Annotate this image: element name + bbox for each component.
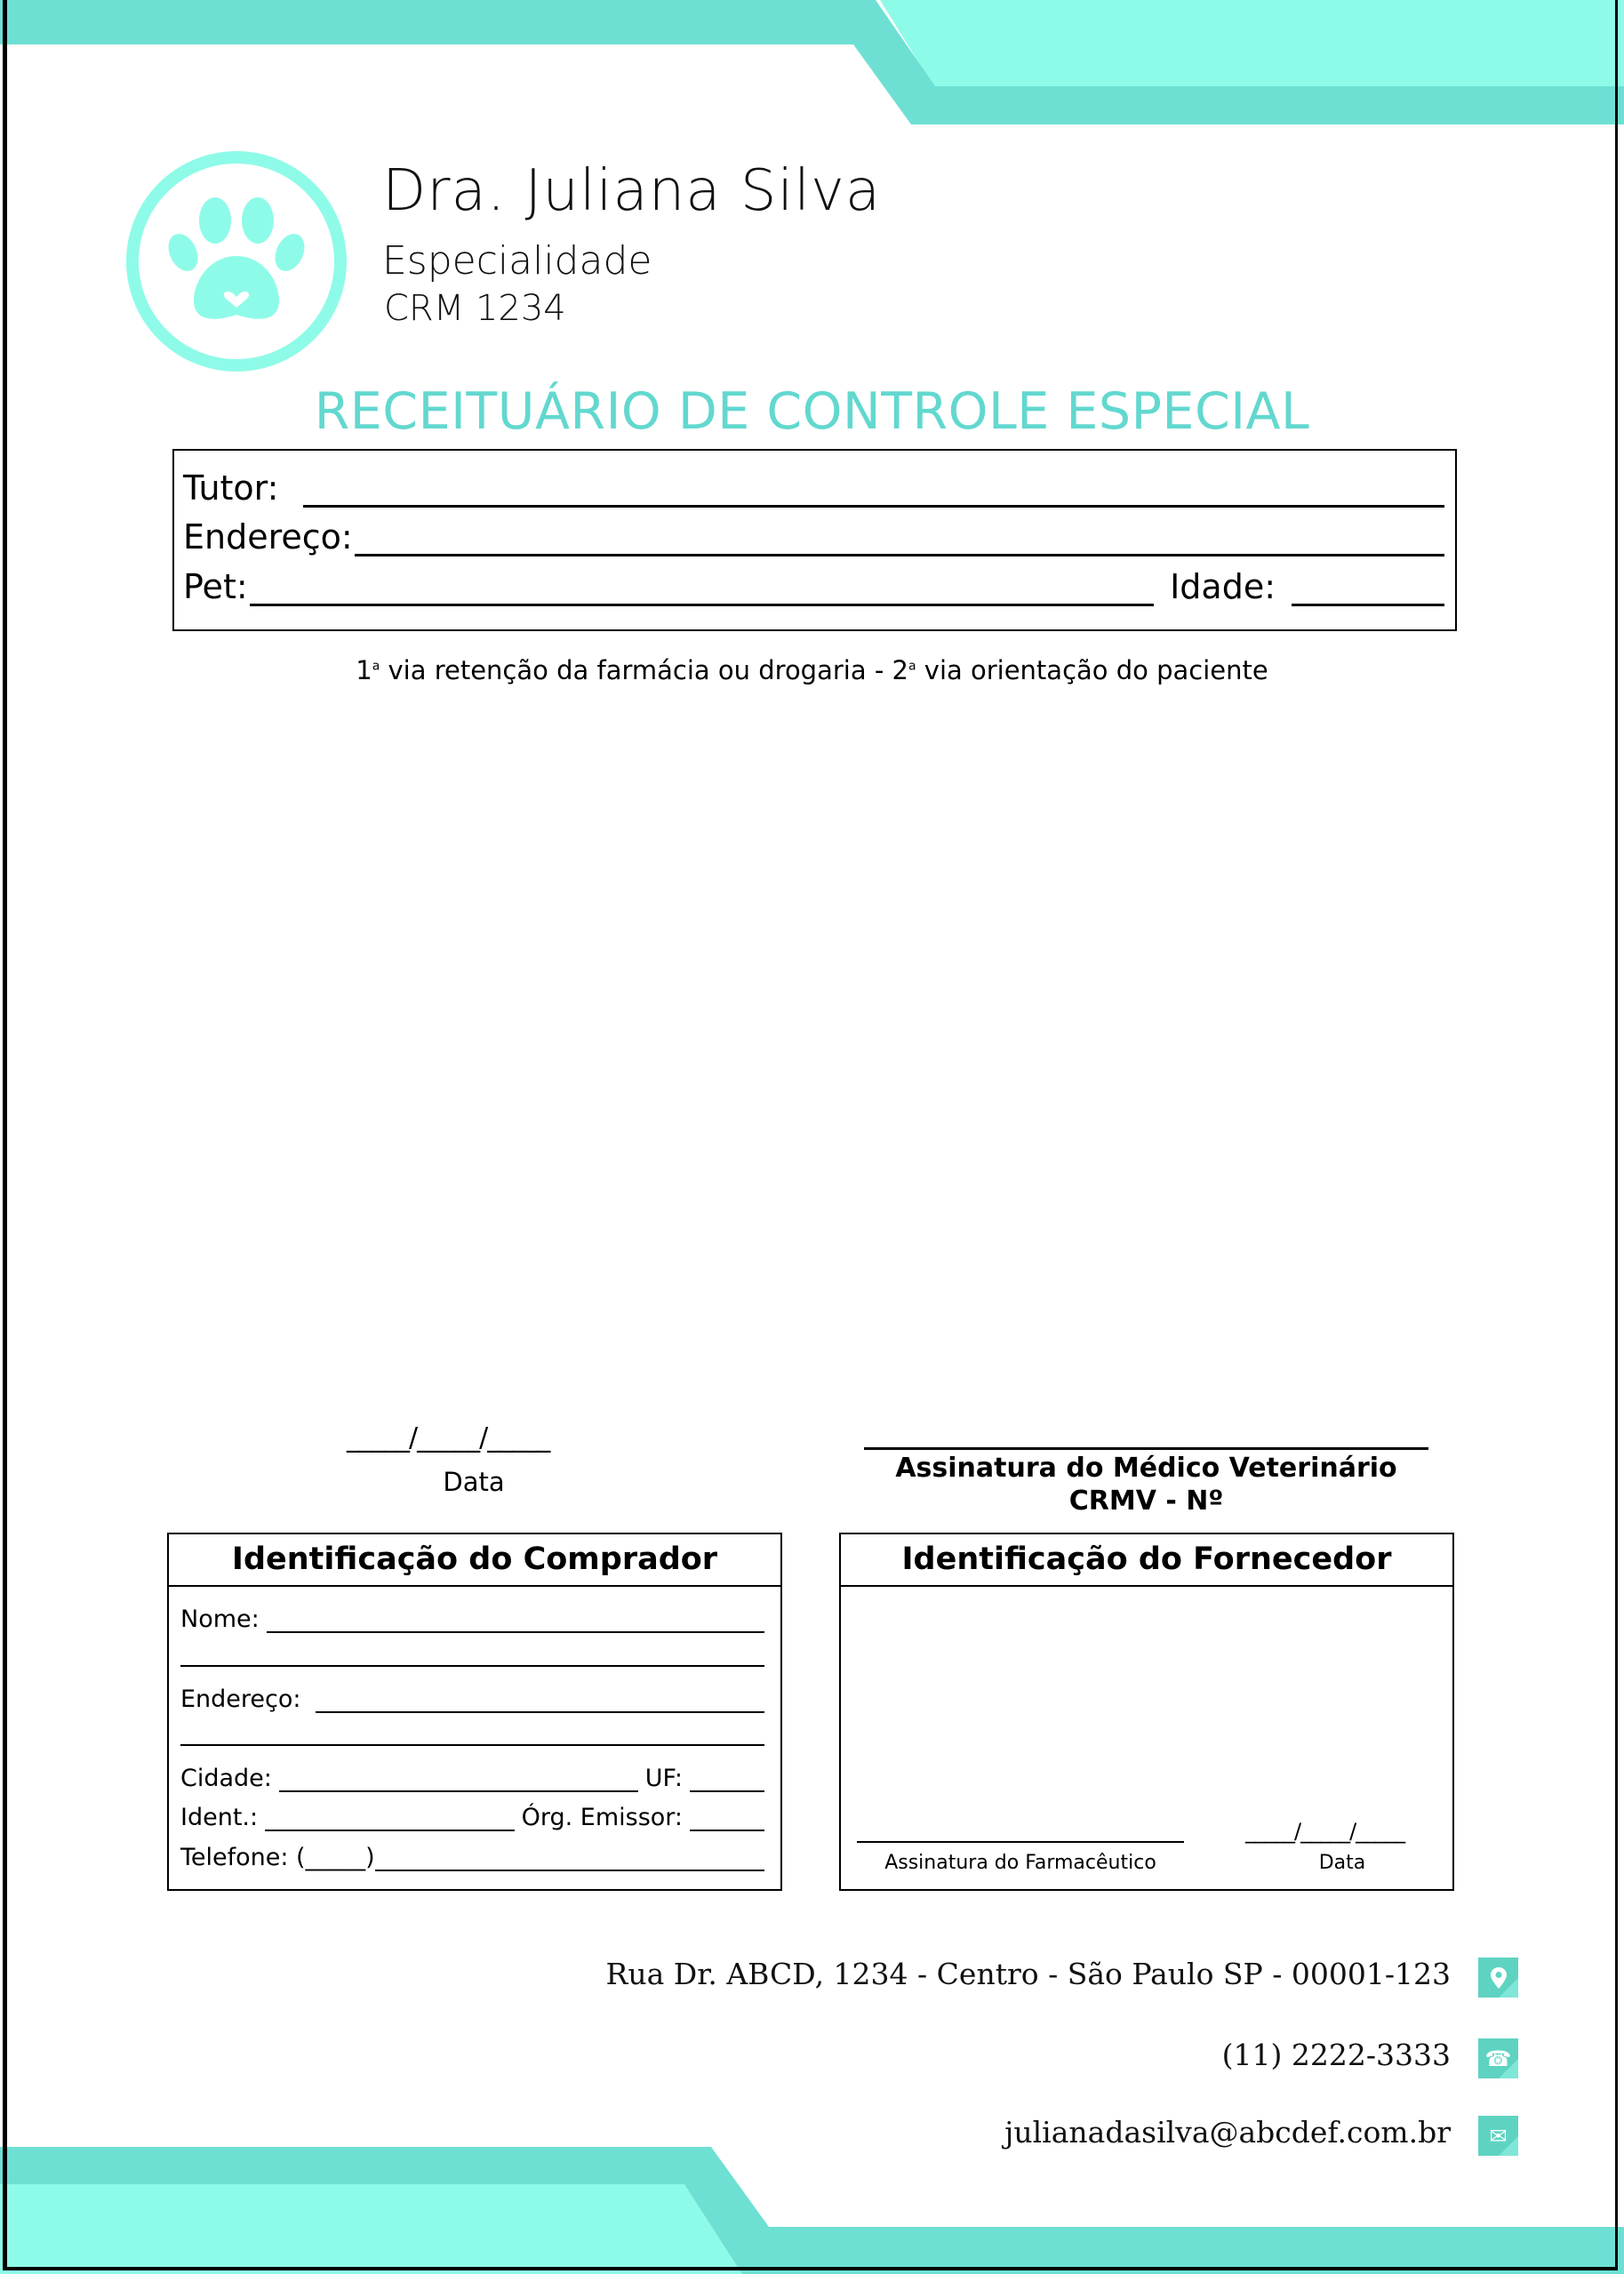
supplier-box [839,1533,1454,1891]
pet-field[interactable] [250,577,1154,606]
address-label: Endereço: [183,517,353,556]
buyer-box [167,1533,782,1891]
buyer-title: Identificação do Comprador [169,1534,780,1587]
copy-note [0,655,1624,685]
buyer-ident-field[interactable] [265,1810,514,1831]
supplier-title: Identificação do Fornecedor [841,1534,1452,1587]
buyer-issuer-label: Órg. Emissor: [521,1804,683,1831]
buyer-address-field-2[interactable] [180,1725,764,1746]
buyer-city-row [180,1765,764,1792]
vet-signature-line[interactable] [864,1447,1428,1450]
copy-note-sup: a [372,659,380,674]
tutor-field[interactable] [303,478,1444,508]
buyer-uf-label: UF: [644,1765,683,1792]
date-label: Data [443,1467,505,1497]
doctor-crm: CRM 1234 [384,288,566,329]
buyer-name-field-2[interactable] [180,1645,764,1667]
buyer-phone-field[interactable] [375,1850,764,1871]
buyer-address-field[interactable] [316,1692,764,1713]
paw-icon [123,148,350,375]
supplier-date-label: Data [1318,1852,1366,1874]
buyer-ident-label: Ident.: [180,1804,259,1831]
address-field[interactable] [355,527,1444,556]
pharmacist-signature-label: Assinatura do Farmacêutico [884,1852,1156,1874]
buyer-address-row [180,1685,764,1713]
address-row [183,517,1444,556]
copy-note-part: via retenção da farmácia ou drogaria - 2 [380,655,908,685]
buyer-city-field[interactable] [279,1771,638,1792]
phone-icon: ☎ [1478,2038,1518,2078]
age-label: Idade: [1170,567,1276,606]
buyer-name-field[interactable] [267,1612,764,1633]
buyer-city-label: Cidade: [180,1765,272,1792]
date-field[interactable]: _____/_____/_____ [347,1422,550,1453]
contact-phone: (11) 2222-3333 [1221,2038,1451,2072]
buyer-name-row-2 [180,1645,764,1667]
vet-signature-text: Assinatura do Médico Veterinário [895,1453,1397,1484]
contact-address: Rua Dr. ABCD, 1234 - Centro - São Paulo SP - 00001-123 [605,1957,1451,1991]
buyer-issuer-field[interactable] [690,1810,764,1831]
buyer-phone-label: Telefone: (_____) [180,1844,375,1871]
patient-info-box [172,449,1457,631]
pet-label: Pet: [183,567,248,606]
contact-email[interactable]: julianadasilva@abcdef.com.br [1004,2115,1451,2150]
pharmacist-signature-line[interactable] [857,1841,1184,1843]
buyer-name-label: Nome: [180,1605,260,1633]
supplier-date-field[interactable]: _____/_____/_____ [1245,1819,1405,1844]
copy-note-part: via orientação do paciente [916,655,1268,685]
tutor-label: Tutor: [183,468,279,508]
crmv-text: CRMV - Nº [1068,1485,1224,1517]
envelope-icon: ✉ [1478,2116,1518,2156]
doctor-specialty: Especialidade [382,238,652,284]
location-pin-icon [1478,1958,1518,1998]
buyer-phone-row [180,1844,764,1871]
buyer-address-label: Endereço: [180,1685,301,1713]
pet-row [183,567,1444,606]
page-title: RECEITUÁRIO DE CONTROLE ESPECIAL [314,382,1310,441]
buyer-name-row [180,1605,764,1633]
buyer-ident-row [180,1804,764,1831]
copy-note-sup: a [908,659,916,674]
buyer-address-row-2 [180,1725,764,1746]
age-field[interactable] [1292,577,1444,606]
copy-note-part: 1 [356,655,372,685]
doctor-name: Dra. Juliana Silva [382,158,882,224]
vet-signature-label [864,1452,1428,1517]
tutor-row [183,468,1444,508]
buyer-uf-field[interactable] [690,1771,764,1792]
